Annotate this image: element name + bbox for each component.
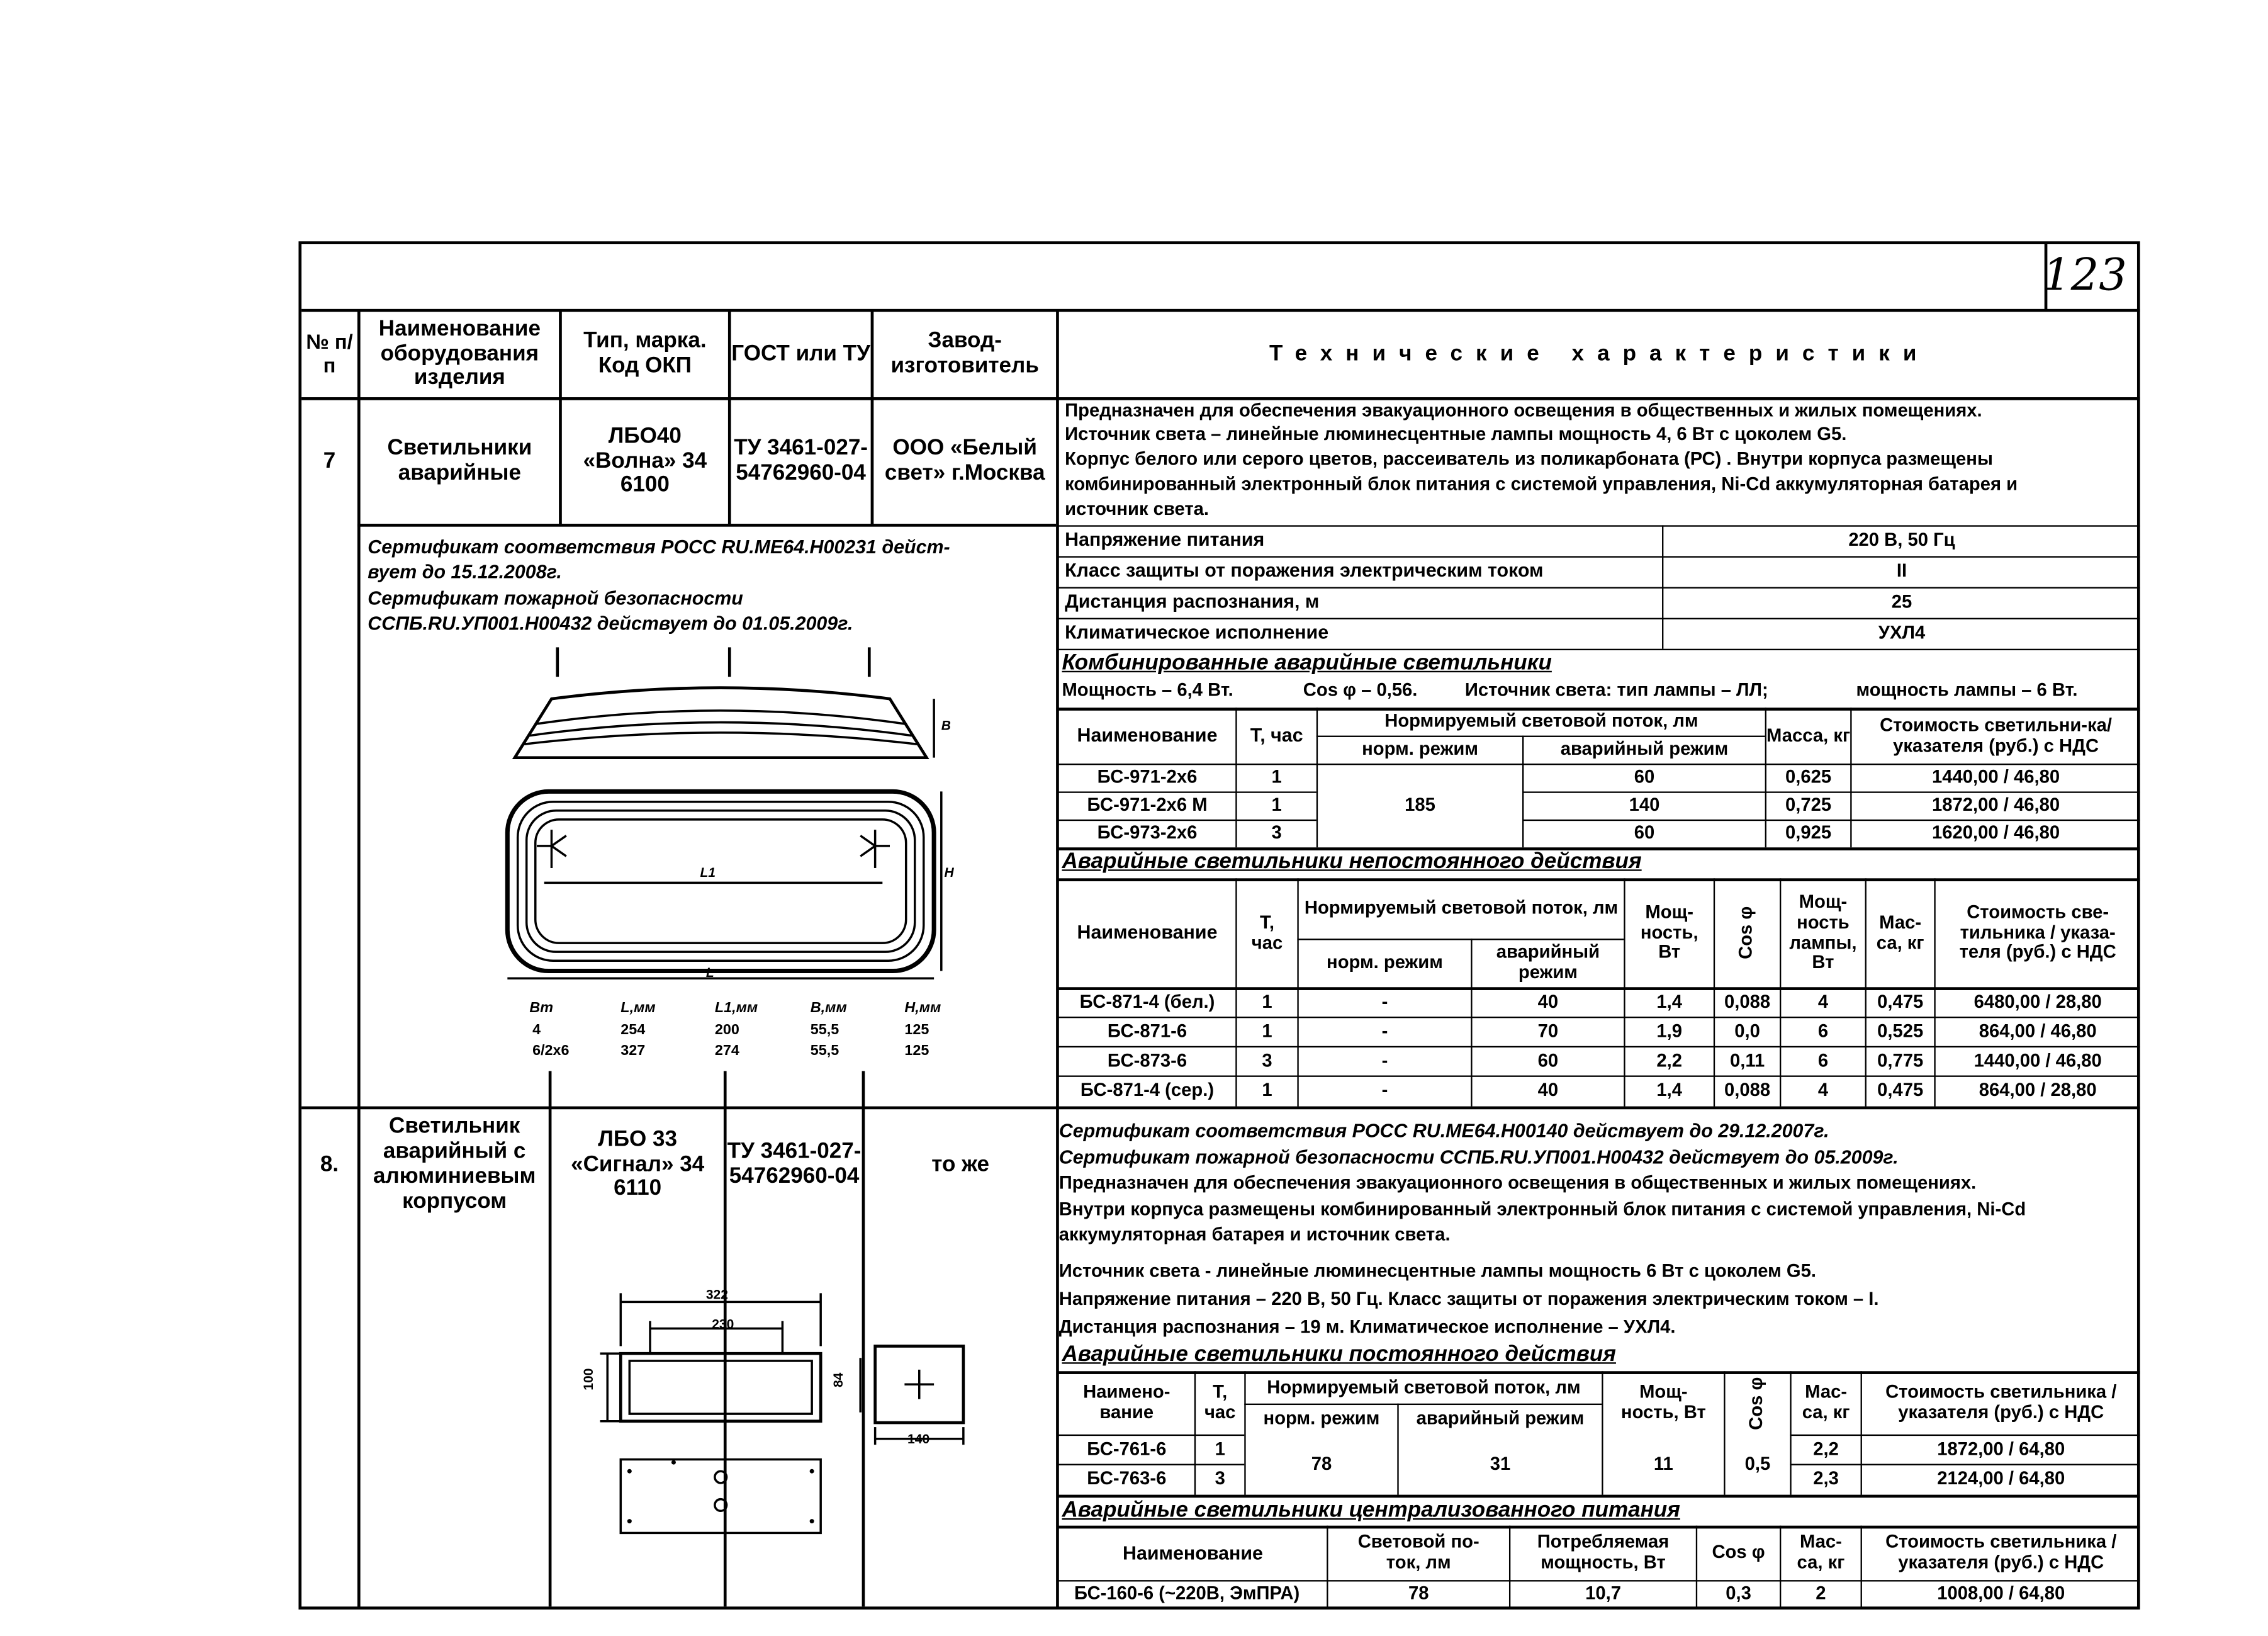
dim-100: 100 xyxy=(581,1368,596,1391)
item7-cert2: Сертификат пожарной безопасности xyxy=(368,587,743,609)
central-r-pow: 10,7 xyxy=(1585,1583,1621,1604)
dim-label-h: H xyxy=(944,865,954,880)
param-2-key: Дистанция распознания, м xyxy=(1065,590,1320,612)
perm-cos-merged: 0,5 xyxy=(1744,1453,1771,1475)
item7-desc-4: источник света. xyxy=(1065,499,1210,520)
combo-norm-merged: 185 xyxy=(1405,794,1435,816)
header-maker: Завод-изготовитель xyxy=(890,328,1039,378)
perm-h-av: аварийный режим xyxy=(1416,1408,1585,1429)
perm-h-cos-text: Cos φ xyxy=(1746,1377,1767,1430)
perm-r0-cost: 1872,00 / 64,80 xyxy=(1937,1438,2065,1459)
dims-head-2: L1,мм xyxy=(714,1000,758,1017)
combo-r1-av: 140 xyxy=(1629,794,1660,816)
nonperm-r0-name: БС-871-4 (бел.) xyxy=(1079,991,1215,1012)
nonperm-r2-t: 3 xyxy=(1262,1049,1272,1071)
item7-cert2b: ССПБ.RU.УП001.Н00432 действует до 01.05.2009г. xyxy=(368,612,853,635)
perm-r1-name: БС-763-6 xyxy=(1087,1468,1167,1489)
combo-h-norm: норм. режим xyxy=(1362,738,1478,760)
central-h-cost: Стоимость светильника / указателя (руб.) с НДС xyxy=(1885,1532,2117,1573)
nonperm-r2-cos: 0,11 xyxy=(1729,1049,1765,1071)
combo-r1-t: 1 xyxy=(1271,794,1282,816)
dims-head-3: В,мм xyxy=(810,1000,847,1017)
nonperm-r3-mass: 0,475 xyxy=(1877,1080,1924,1101)
nonperm-h-flux: Нормируемый световой поток, лм xyxy=(1304,897,1619,918)
perm-h-norm: норм. режим xyxy=(1263,1408,1380,1429)
perm-h-t: Т, час xyxy=(1204,1382,1236,1423)
nonperm-h-norm: норм. режим xyxy=(1327,952,1443,973)
item7-desc-3: комбинированный электронный блок питания с системой управления, Ni-Cd аккумуляторная батарея и xyxy=(1065,473,2018,495)
nonperm-r2-cost: 1440,00 / 46,80 xyxy=(1973,1049,2102,1071)
item8-desc-2: аккумуляторная батарея и источник света. xyxy=(1058,1224,1451,1245)
item7-cert1: Сертификат соответствия РОСС RU.ME64.H00231 дейст- xyxy=(368,535,950,558)
dims-r0-0: 4 xyxy=(532,1022,541,1039)
combo-r0-cost: 1440,00 / 46,80 xyxy=(1932,766,2060,787)
nonperm-r0-pow: 1,4 xyxy=(1656,991,1683,1012)
nonperm-r3-lamp: 4 xyxy=(1817,1080,1829,1101)
item8-desc2-1: Напряжение питания – 220 В, 50 Гц. Класс защиты от поражения электрическим током – I. xyxy=(1058,1289,1879,1310)
param-1-value: II xyxy=(1896,560,1907,582)
nonperm-h-t: Т, час xyxy=(1251,911,1283,953)
nonperm-r0-t: 1 xyxy=(1262,991,1272,1012)
perm-h-name: Наимено-вание xyxy=(1083,1382,1170,1423)
perm-title: Аварийные светильники постоянного действия xyxy=(1062,1341,1616,1367)
dims-r0-3: 55,5 xyxy=(810,1022,839,1039)
page-number: 123 xyxy=(2043,249,2127,301)
nonperm-h-name: Наименование xyxy=(1077,921,1218,944)
combo-h-cost: Стоимость светильни-ка/указателя (руб.) с НДС xyxy=(1880,714,2113,756)
nonperm-r2-name: БС-873-6 xyxy=(1107,1049,1187,1071)
combo-r2-mass: 0,925 xyxy=(1785,822,1832,843)
nonperm-r3-cos: 0,088 xyxy=(1724,1080,1771,1101)
combo-r2-cost: 1620,00 / 46,80 xyxy=(1932,822,2060,843)
perm-h-cos xyxy=(1726,1373,1790,1435)
combo-r2-t: 3 xyxy=(1271,822,1282,843)
param-0-value: 220 В, 50 Гц xyxy=(1848,529,1955,551)
combo-info-3: Источник света: тип лампы – ЛЛ; xyxy=(1464,679,1768,701)
dims-r1-2: 274 xyxy=(714,1043,739,1059)
nonperm-r1-lamp: 6 xyxy=(1817,1020,1829,1041)
nonperm-r1-norm: - xyxy=(1381,1020,1388,1041)
combo-r1-cost: 1872,00 / 46,80 xyxy=(1932,794,2060,816)
item8-desc2-0: Источник света - линейные люминесцентные лампы мощность 6 Вт с цоколем G5. xyxy=(1058,1260,1816,1282)
nonperm-h-cos-text: Cos φ xyxy=(1736,906,1756,961)
item7-desc-1: Источник света – линейные люминесцентные лампы мощность 4, 6 Вт с цоколем G5. xyxy=(1065,424,1847,444)
dims-r1-4: 125 xyxy=(904,1043,929,1059)
dim-84: 84 xyxy=(831,1372,846,1388)
item8-name: Светильник аварийный с алюминиевым корпусом xyxy=(373,1114,536,1214)
nonperm-r1-cos: 0,0 xyxy=(1734,1020,1760,1041)
combo-r2-name: БС-973-2х6 xyxy=(1097,822,1198,843)
nonperm-r0-mass: 0,475 xyxy=(1877,991,1924,1012)
nonperm-r0-lamp: 4 xyxy=(1817,991,1829,1012)
dims-r0-4: 125 xyxy=(904,1022,929,1039)
combo-h-t: Т, час xyxy=(1250,724,1303,747)
item8-gost: ТУ 3461-027-54762960-04 xyxy=(727,1139,862,1189)
param-2-value: 25 xyxy=(1891,591,1912,612)
dims-r1-1: 327 xyxy=(620,1043,646,1059)
nonperm-r3-t: 1 xyxy=(1262,1080,1272,1101)
perm-av-merged: 31 xyxy=(1490,1453,1511,1475)
nonperm-r1-pow: 1,9 xyxy=(1656,1020,1683,1041)
header-name: Наименование оборудования изделия xyxy=(378,316,541,391)
perm-pow-merged: 11 xyxy=(1653,1453,1673,1475)
combo-info-2: Cos φ – 0,56. xyxy=(1303,679,1418,701)
nonperm-h-cos xyxy=(1715,880,1780,988)
dim-140: 140 xyxy=(907,1431,930,1447)
perm-norm-merged: 78 xyxy=(1311,1453,1332,1475)
dims-head-0: Вт xyxy=(529,1000,554,1017)
item7-luminaire-drawing xyxy=(485,677,970,1000)
perm-r0-name: БС-761-6 xyxy=(1087,1438,1167,1459)
nonperm-r1-name: БС-871-6 xyxy=(1107,1020,1187,1041)
perm-h-cost: Стоимость светильника / указателя (руб.) с НДС xyxy=(1885,1382,2117,1423)
item8-desc-0: Предназначен для обеспечения эвакуационного освещения в общественных и жилых помещениях. xyxy=(1058,1172,1977,1193)
perm-r0-mass: 2,2 xyxy=(1813,1438,1839,1459)
central-r-cos: 0,3 xyxy=(1726,1583,1751,1604)
item7-desc-0: Предназначен для обеспечения эвакуационного освещения в общественных и жилых помещениях. xyxy=(1065,400,1982,421)
combo-h-flux: Нормируемый световой поток, лм xyxy=(1384,711,1698,731)
nonperm-r3-pow: 1,4 xyxy=(1656,1080,1683,1101)
combo-title: Комбинированные аварийные светильники xyxy=(1062,650,1552,675)
nonperm-title: Аварийные светильники непостоянного действия xyxy=(1062,849,1642,874)
header-type: Тип, марка. Код ОКП xyxy=(583,328,707,378)
dims-r0-2: 200 xyxy=(714,1022,739,1039)
central-h-mass: Мас-са, кг xyxy=(1797,1532,1845,1573)
item7-num: 7 xyxy=(323,448,336,473)
combo-h-av: аварийный режим xyxy=(1560,738,1729,760)
dims-r0-1: 254 xyxy=(620,1022,646,1039)
perm-r0-t: 1 xyxy=(1215,1438,1225,1459)
item8-luminaire-drawing xyxy=(559,1280,985,1537)
combo-r0-name: БС-971-2х6 xyxy=(1097,766,1198,787)
nonperm-r0-cos: 0,088 xyxy=(1724,991,1771,1012)
nonperm-r2-pow: 2,2 xyxy=(1656,1049,1683,1071)
central-r-mass: 2 xyxy=(1816,1583,1826,1604)
dims-r1-0: 6/2х6 xyxy=(532,1043,570,1059)
central-h-name: Наименование xyxy=(1123,1542,1263,1564)
nonperm-r3-name: БС-871-4 (сер.) xyxy=(1080,1080,1215,1101)
item7-desc-2: Корпус белого или серого цветов, рассеиватель из поликарбоната (РС) . Внутри корпуса размещены xyxy=(1065,448,1993,470)
nonperm-r3-av: 40 xyxy=(1537,1080,1559,1101)
nonperm-r3-cost: 864,00 / 28,80 xyxy=(1979,1080,2097,1101)
item7-name: Светильники аварийные xyxy=(387,436,532,486)
combo-r0-t: 1 xyxy=(1271,766,1282,787)
item8-type: ЛБО 33 «Сигнал» 34 6110 xyxy=(571,1126,705,1202)
item8-cert1: Сертификат соответствия РОСС RU.ME64.H00140 действует до 29.12.2007г. xyxy=(1058,1119,1829,1142)
param-0-key: Напряжение питания xyxy=(1065,528,1265,551)
central-r-name: БС-160-6 (~220В, ЭмПРА) xyxy=(1074,1583,1300,1604)
central-r-flux: 78 xyxy=(1408,1583,1429,1604)
nonperm-r1-mass: 0,525 xyxy=(1877,1020,1924,1041)
combo-r1-mass: 0,725 xyxy=(1785,794,1832,816)
nonperm-r0-norm: - xyxy=(1381,991,1388,1012)
combo-r0-av: 60 xyxy=(1634,766,1655,787)
nonperm-r1-cost: 864,00 / 46,80 xyxy=(1979,1020,2097,1041)
combo-r2-av: 60 xyxy=(1634,822,1655,843)
central-h-flux: Световой по-ток, лм xyxy=(1357,1532,1479,1573)
combo-h-name: Наименование xyxy=(1077,724,1218,747)
nonperm-h-pow: Мощ-ность, Вт xyxy=(1640,901,1698,963)
perm-r1-t: 3 xyxy=(1215,1468,1225,1489)
nonperm-r0-cost: 6480,00 / 28,80 xyxy=(1973,991,2102,1012)
nonperm-r1-t: 1 xyxy=(1262,1020,1272,1041)
header-tech: Технические характеристики xyxy=(1269,341,1930,366)
param-3-value: УХЛ4 xyxy=(1878,622,1926,643)
item8-cert2: Сертификат пожарной безопасности ССПБ.RU.УП001.Н00432 действует до 05.2009г. xyxy=(1058,1146,1899,1168)
combo-r1-name: БС-971-2х6 М xyxy=(1087,794,1208,816)
item7-type: ЛБО40 «Волна» 34 6100 xyxy=(583,423,707,498)
dims-head-4: Н,мм xyxy=(904,1000,941,1017)
nonperm-r0-av: 40 xyxy=(1537,991,1559,1012)
combo-h-mass: Масса, кг xyxy=(1766,725,1851,746)
central-h-pow: Потребляемая мощность, Вт xyxy=(1537,1532,1670,1573)
perm-h-flux: Нормируемый световой поток, лм xyxy=(1267,1376,1581,1397)
nonperm-r3-norm: - xyxy=(1381,1080,1388,1101)
nonperm-h-mass: Мас-са, кг xyxy=(1876,911,1924,953)
dim-label-l1: L1 xyxy=(700,865,716,880)
combo-r0-mass: 0,625 xyxy=(1785,766,1832,787)
header-num: № п/п xyxy=(306,330,353,377)
central-r-cost: 1008,00 / 64,80 xyxy=(1937,1583,2065,1604)
dim-label-l: L xyxy=(705,965,714,980)
item8-maker: то же xyxy=(931,1151,990,1176)
central-h-cos: Cos φ xyxy=(1712,1542,1765,1563)
item7-maker: ООО «Белый свет» г.Москва xyxy=(884,436,1045,486)
item8-desc-1: Внутри корпуса размещены комбинированный электронный блок питания с системой управления, Ni-Cd xyxy=(1058,1199,2026,1220)
dims-r1-3: 55,5 xyxy=(810,1043,839,1059)
item7-gost: ТУ 3461-027-54762960-04 xyxy=(734,436,868,486)
param-1-key: Класс защиты от поражения электрическим током xyxy=(1065,559,1544,582)
item8-desc2-2: Дистанция распознания – 19 м. Климатическое исполнение – УХЛ4. xyxy=(1058,1316,1676,1338)
item7-cert1b: вует до 15.12.2008г. xyxy=(368,560,562,583)
dim-label-b: B xyxy=(941,718,951,733)
item8-num: 8. xyxy=(320,1151,339,1176)
header-gost: ГОСТ или ТУ xyxy=(731,341,870,366)
nonperm-h-lamp: Мощ-ность лампы, Вт xyxy=(1789,891,1857,973)
perm-r1-cost: 2124,00 / 64,80 xyxy=(1937,1468,2065,1489)
central-title: Аварийные светильники централизованного питания xyxy=(1062,1498,1680,1523)
perm-h-pow: Мощ-ность, Вт xyxy=(1620,1382,1706,1423)
nonperm-r2-mass: 0,775 xyxy=(1877,1049,1924,1071)
nonperm-r2-norm: - xyxy=(1381,1049,1388,1071)
perm-h-mass: Мас-са, кг xyxy=(1802,1382,1850,1423)
combo-info-1: Мощность – 6,4 Вт. xyxy=(1062,679,1233,701)
nonperm-h-cost: Стоимость све-тильника / указа-теля (руб.) с НДС xyxy=(1959,901,2116,963)
dim-322: 322 xyxy=(705,1287,728,1302)
perm-r1-mass: 2,3 xyxy=(1813,1468,1839,1489)
combo-info-4: мощность лампы – 6 Вт. xyxy=(1856,679,2078,701)
nonperm-r1-av: 70 xyxy=(1537,1020,1559,1041)
dims-head-1: L,мм xyxy=(620,1000,656,1017)
dim-230: 230 xyxy=(712,1316,734,1332)
nonperm-h-av: аварийный режим xyxy=(1496,942,1600,983)
nonperm-r2-av: 60 xyxy=(1537,1049,1559,1071)
nonperm-r2-lamp: 6 xyxy=(1817,1049,1829,1071)
param-3-key: Климатическое исполнение xyxy=(1065,621,1329,643)
